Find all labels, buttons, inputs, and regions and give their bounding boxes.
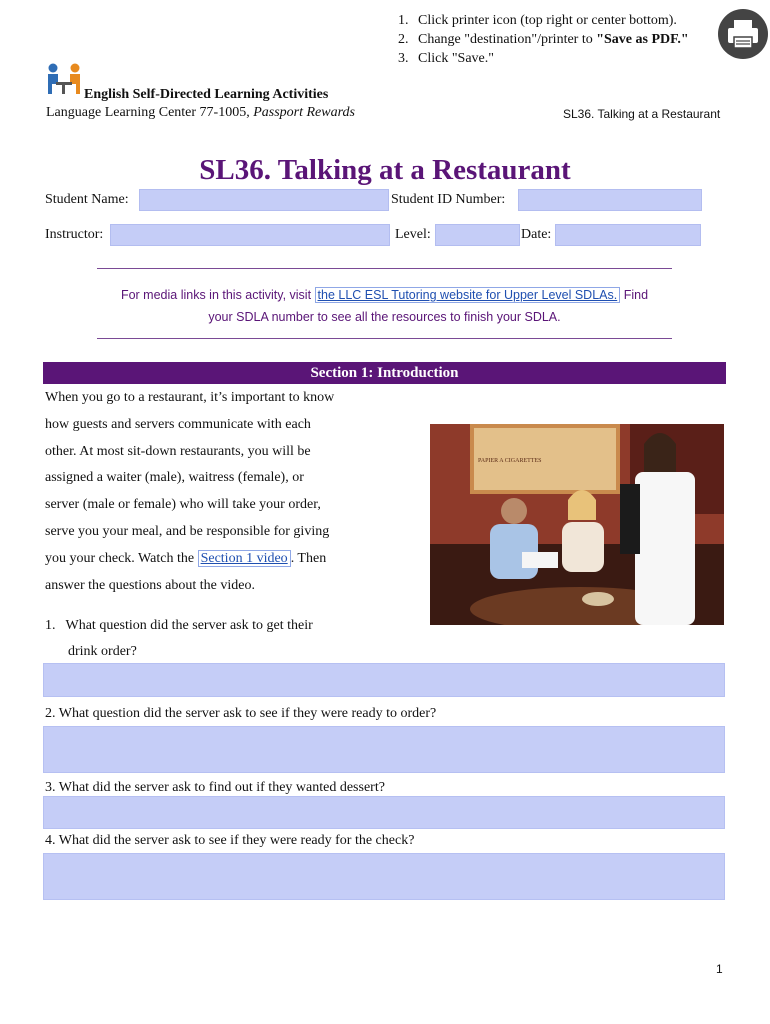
- llc-logo-icon: [44, 62, 84, 98]
- date-label: Date:: [521, 227, 552, 242]
- photo-sign-text: PAPIER A CIGARETTES: [478, 458, 542, 464]
- student-id-field[interactable]: [518, 189, 702, 211]
- answer-2-field[interactable]: [43, 726, 725, 773]
- question-text: drink order?: [68, 644, 137, 659]
- media-text-after: Find: [620, 288, 649, 302]
- restaurant-scene-image: [430, 424, 724, 625]
- media-box-top-rule: [97, 268, 672, 269]
- intro-line: assigned a waiter (male), waitress (female), or: [45, 470, 304, 486]
- intro-line: how guests and servers communicate with each: [45, 416, 311, 432]
- answer-4-field[interactable]: [43, 853, 725, 900]
- step-text: Click printer icon (top right or center bottom).: [418, 13, 677, 28]
- intro-text: . Then: [290, 550, 327, 566]
- step-number: 2.: [398, 32, 409, 47]
- media-text-before: For media links in this activity, visit: [120, 288, 315, 302]
- center-name: Language Learning Center 77-1005,: [46, 105, 254, 120]
- instructor-field[interactable]: [110, 224, 390, 246]
- intro-line: [45, 546, 375, 573]
- step-text: Change "destination"/printer to: [418, 32, 597, 47]
- step-number: 3.: [398, 51, 409, 66]
- answer-3-field[interactable]: [43, 796, 725, 829]
- level-label: Level:: [395, 227, 431, 242]
- intro-line: other. At most sit-down restaurants, you will be: [45, 443, 311, 459]
- instruction-step-3: [398, 49, 689, 68]
- program-title: English Self-Directed Learning Activities: [84, 87, 329, 102]
- page-number: 1: [716, 962, 723, 976]
- question-2: 2. What question did the server ask to see if they were ready to order?: [45, 706, 437, 721]
- printer-icon: [718, 9, 768, 59]
- question-1: [45, 613, 313, 665]
- answer-1-field[interactable]: [43, 663, 725, 697]
- instruction-step-1: [398, 11, 689, 30]
- step-number: 1.: [398, 13, 409, 28]
- date-field[interactable]: [555, 224, 701, 246]
- esl-tutoring-link[interactable]: the LLC ESL Tutoring website for Upper Level SDLAs.: [315, 287, 621, 303]
- question-number: 1.: [45, 618, 56, 633]
- section-1-intro: [45, 385, 375, 599]
- media-box-text: [97, 284, 672, 328]
- section-1-heading: Section 1: Introduction: [43, 362, 726, 384]
- intro-line: serve you your meal, and be responsible for giving: [45, 523, 330, 539]
- print-instructions: [398, 11, 689, 68]
- question-text: What question did the server ask to get their: [65, 618, 313, 633]
- page-title: SL36. Talking at a Restaurant: [199, 154, 571, 186]
- center-info: [46, 105, 355, 121]
- instructor-label: Instructor:: [45, 227, 104, 242]
- llc-logo: [44, 62, 84, 98]
- level-field[interactable]: [435, 224, 520, 246]
- step-bold-text: "Save as PDF.": [596, 32, 689, 47]
- header-activity-label: SL36. Talking at a Restaurant: [563, 107, 721, 121]
- intro-line: server (male or female) who will take your order,: [45, 497, 321, 513]
- student-id-label: Student ID Number:: [391, 192, 506, 207]
- print-button[interactable]: [718, 9, 768, 59]
- media-text-line2: your SDLA number to see all the resources to finish your SDLA.: [208, 310, 561, 324]
- instruction-step-2: [398, 30, 689, 49]
- student-name-label: Student Name:: [45, 192, 129, 207]
- question-3: 3. What did the server ask to find out if they wanted dessert?: [45, 780, 385, 795]
- intro-text: you your check. Watch the: [45, 550, 198, 566]
- section-1-video-link[interactable]: Section 1 video: [198, 550, 291, 567]
- media-box-bottom-rule: [97, 338, 672, 339]
- student-name-field[interactable]: [139, 189, 389, 211]
- step-text: Click "Save.": [418, 51, 494, 66]
- intro-line: When you go to a restaurant, it’s important to know: [45, 390, 335, 405]
- restaurant-photo: [430, 424, 724, 625]
- intro-line: answer the questions about the video.: [45, 577, 255, 593]
- center-program: Passport Rewards: [253, 105, 355, 120]
- question-4: 4. What did the server ask to see if they were ready for the check?: [45, 833, 415, 848]
